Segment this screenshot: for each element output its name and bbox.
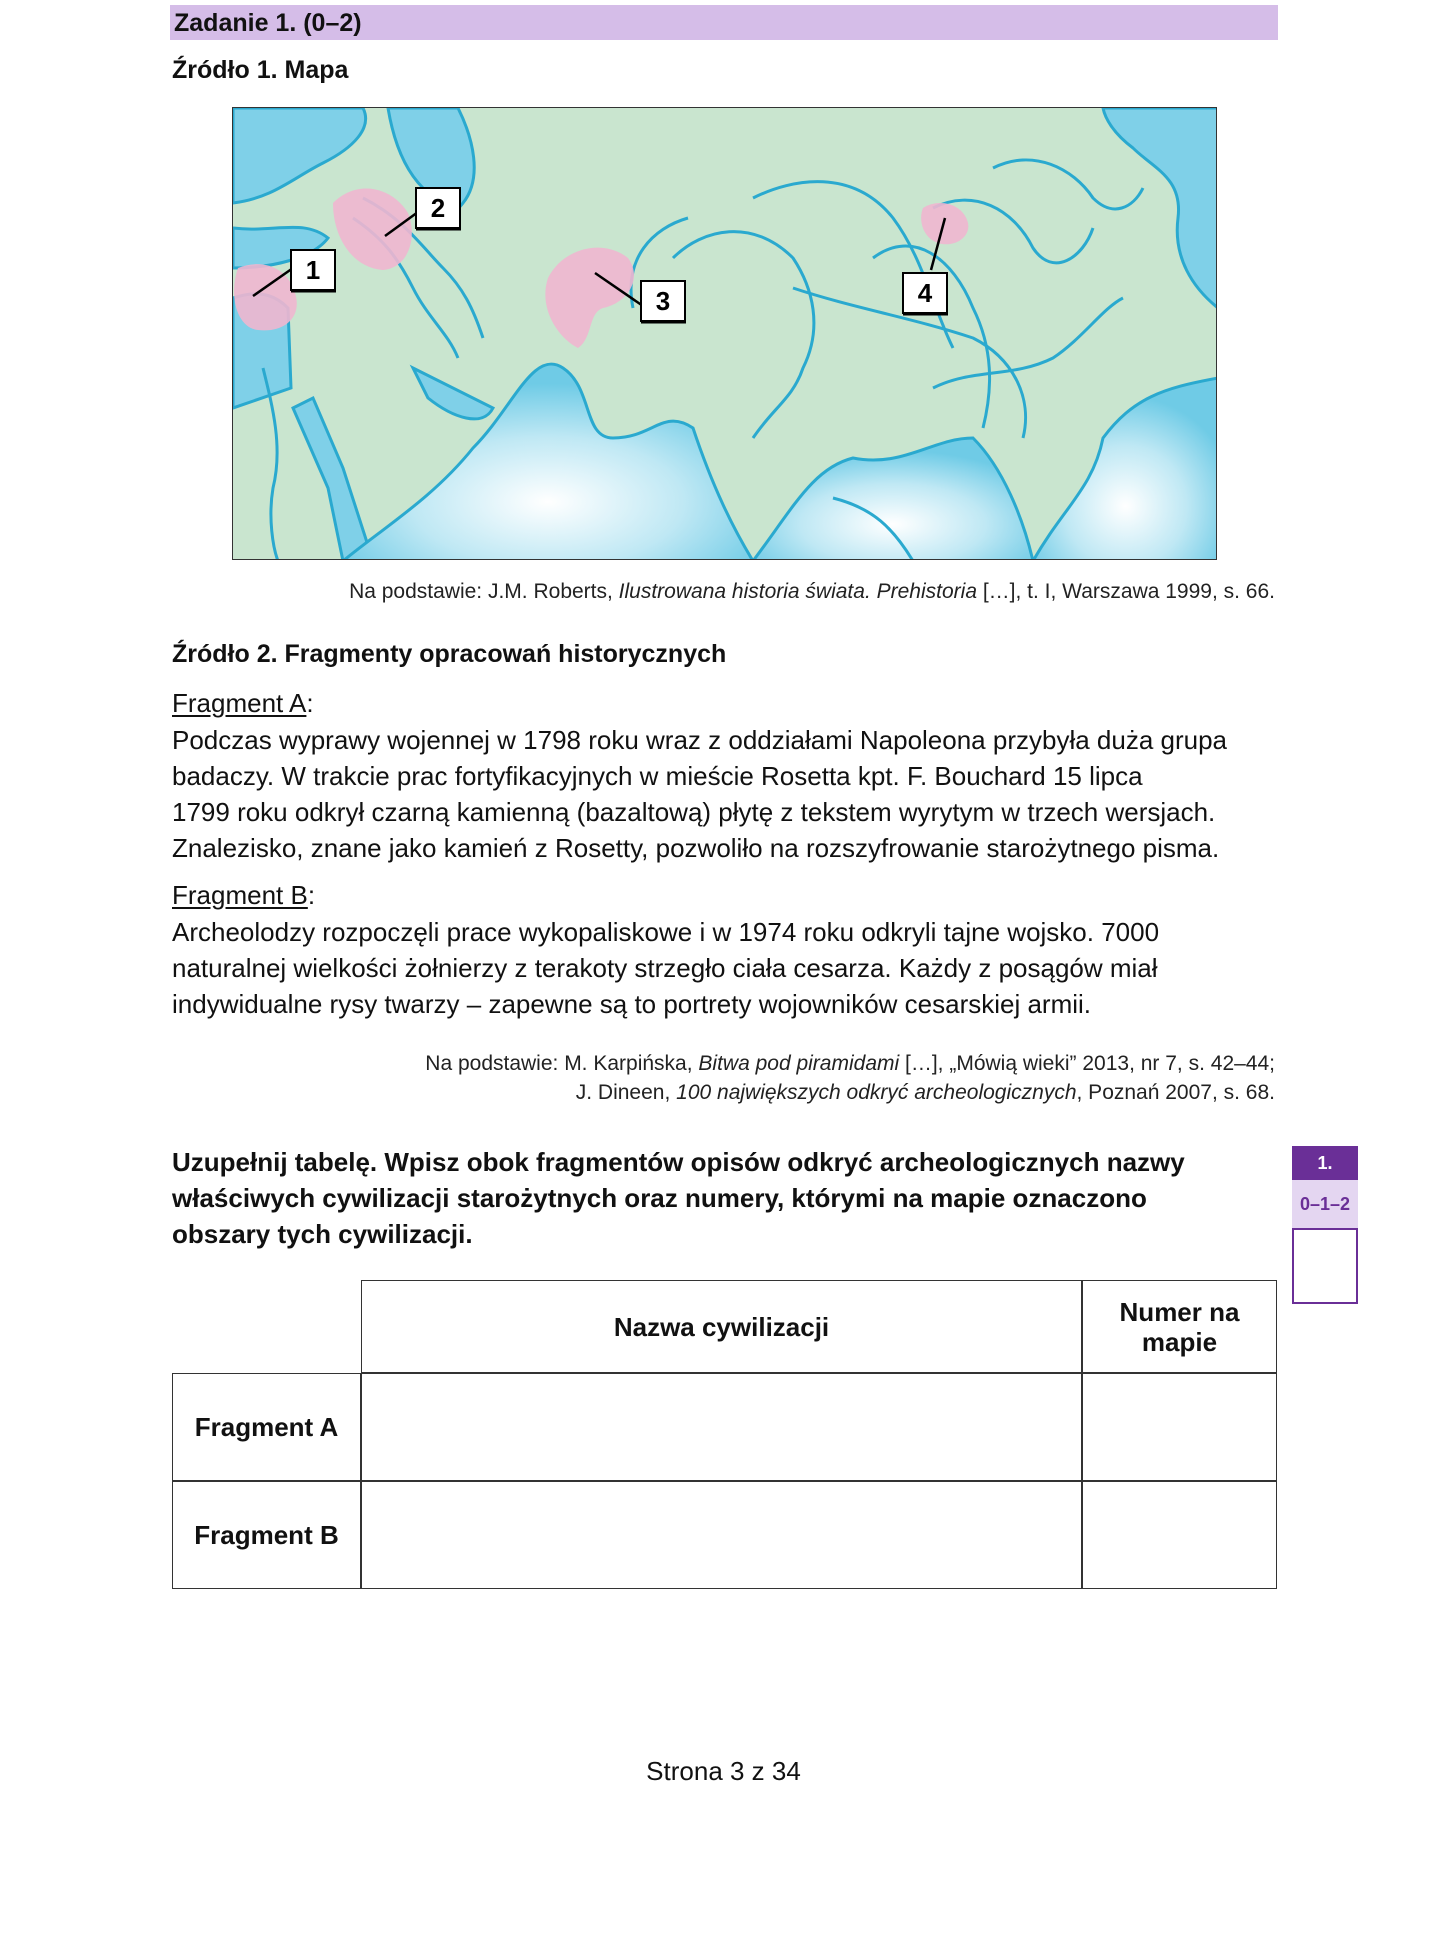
svg-text:2: 2: [430, 193, 446, 223]
source1-heading: Źródło 1. Mapa: [172, 56, 349, 84]
score-range: 0–1–2: [1292, 1180, 1358, 1230]
svg-text:3: 3: [655, 286, 671, 316]
map-label-2: [416, 188, 461, 229]
fragment-a-text: Podczas wyprawy wojennej w 1798 roku wraz z oddziałami Napoleona przybyła duża grupa badaczy. W trakcie prac fortyfikacyjnych w mieście Rosetta kpt. F. Bouchard 15 lipca 1799 roku odkrył czarną kamienną (bazaltową) płytę z tekstem wyrytym w trzech wersjach. Znalezisko, znane jako kamień z Rosetty, pozwoliło na rozszyfrowanie starożytnego pisma.: [172, 725, 1228, 863]
map-label-1: [291, 250, 336, 291]
source2-heading: Źródło 2. Fragmenty opracowań historycznych: [172, 640, 727, 668]
score-task-number: 1.: [1292, 1146, 1358, 1180]
answer-number-fragment-b[interactable]: [1082, 1481, 1277, 1589]
answer-name-fragment-a[interactable]: [361, 1373, 1082, 1481]
map-label-3: [641, 281, 686, 322]
answer-name-fragment-b[interactable]: [361, 1481, 1082, 1589]
score-box: [1292, 1146, 1358, 1304]
source2-caption-line1: Na podstawie: M. Karpińska, Bitwa pod piramidami […], „Mówią wieki” 2013, nr 7, s. 42–44;: [425, 1052, 1275, 1075]
header-civilization-name: Nazwa cywilizacji: [361, 1280, 1082, 1373]
source2-caption-line2: J. Dineen, 100 największych odkryć archeologicznych, Poznań 2007, s. 68.: [575, 1081, 1275, 1104]
map-label-4: [903, 273, 948, 314]
historical-map: [232, 107, 1217, 560]
fragment-a-heading: Fragment A:: [172, 688, 314, 718]
svg-text:4: 4: [917, 278, 933, 308]
answer-number-fragment-a[interactable]: [1082, 1373, 1277, 1481]
task-instruction: Uzupełnij tabelę. Wpisz obok fragmentów opisów odkryć archeologicznych nazwy właściwych cywilizacji starożytnych oraz numery, którymi na mapie oznaczono obszary tych cywilizacji.: [172, 1147, 1185, 1249]
row-label-fragment-a: Fragment A: [172, 1373, 361, 1481]
page-number: Strona 3 z 34: [646, 1756, 801, 1786]
fragment-b-text: Archeolodzy rozpoczęli prace wykopaliskowe i w 1974 roku odkryli tajne wojsko. 7000 naturalnej wielkości żołnierzy z terakoty strzegło ciała cesarza. Każdy z posągów miał indywidualne rysy twarzy – zapewne są to portrety wojowników cesarskiej armii.: [172, 917, 1160, 1019]
map-caption: Na podstawie: J.M. Roberts, Ilustrowana historia świata. Prehistoria […], t. I, Warszawa 1999, s. 66.: [349, 580, 1275, 603]
header-map-number: Numer na mapie: [1082, 1280, 1277, 1373]
score-entry-field: [1292, 1230, 1358, 1304]
fragment-b-heading: Fragment B:: [172, 880, 316, 910]
svg-text:1: 1: [305, 255, 321, 285]
row-label-fragment-b: Fragment B: [172, 1481, 361, 1589]
task-title: Zadanie 1. (0–2): [170, 5, 1278, 40]
